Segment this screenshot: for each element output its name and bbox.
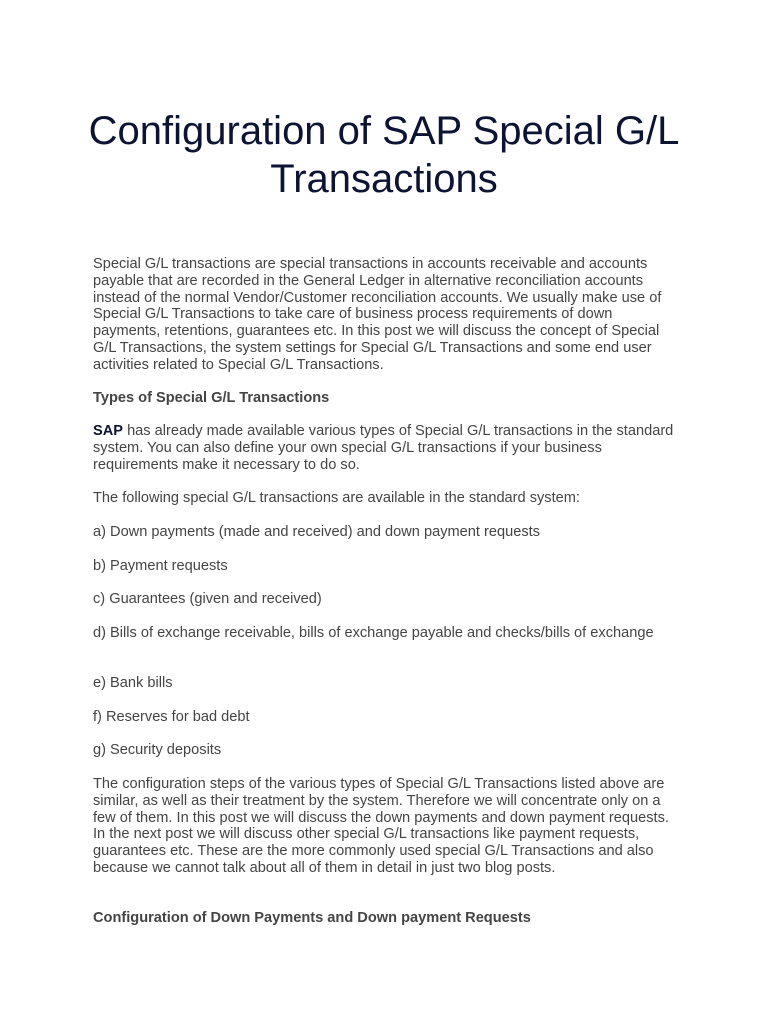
list-item: f) Reserves for bad debt [93, 709, 250, 725]
list-item: g) Security deposits [93, 742, 222, 758]
list-item: b) Payment requests [93, 558, 228, 574]
list-item: a) Down payments (made and received) and down payment requests [93, 524, 540, 540]
sap-paragraph-text: has already made available various types of Special G/L transactions in the standard system. You can also define your own special G/L transactions if your business requirements make it necessary to do so. [93, 423, 674, 473]
config-paragraph: The configuration steps of the various types of Special G/L Transactions listed above are similar, as well as their treatment by the system. Therefore we will concentrate only on a few of them. In this post we will discuss the down payments and down payment requests. In the next post we will discuss other special G/L transactions like payment requests, guarantees etc. These are the more commonly used special G/L Transactions and also because we cannot talk about all of them in detail in just two blog posts. [93, 776, 669, 876]
types-heading: Types of Special G/L Transactions [93, 390, 330, 406]
list-item: c) Guarantees (given and received) [93, 591, 322, 607]
down-payments-heading: Configuration of Down Payments and Down payment Requests [93, 910, 531, 926]
sap-paragraph [93, 423, 683, 473]
sap-label: SAP [93, 423, 124, 439]
standard-intro: The following special G/L transactions are available in the standard system: [93, 490, 580, 506]
intro-paragraph: Special G/L transactions are special transactions in accounts receivable and accounts payable that are recorded in the General Ledger in alternative reconciliation accounts instead of the normal Vendor/Customer reconciliation accounts. We usually make use of Special G/L Transactions to take care of business process requirements of down payments, retentions, guarantees etc. In this post we will discuss the concept of Special G/L Transactions, the system settings for Special G/L Transactions and some end user activities related to Special G/L Transactions. [93, 256, 662, 373]
list-item: d) Bills of exchange receivable, bills of exchange payable and checks/bills of exchange [93, 625, 654, 641]
list-item: e) Bank bills [93, 675, 173, 691]
page-title: Configuration of SAP Special G/L Transactions [88, 109, 680, 201]
